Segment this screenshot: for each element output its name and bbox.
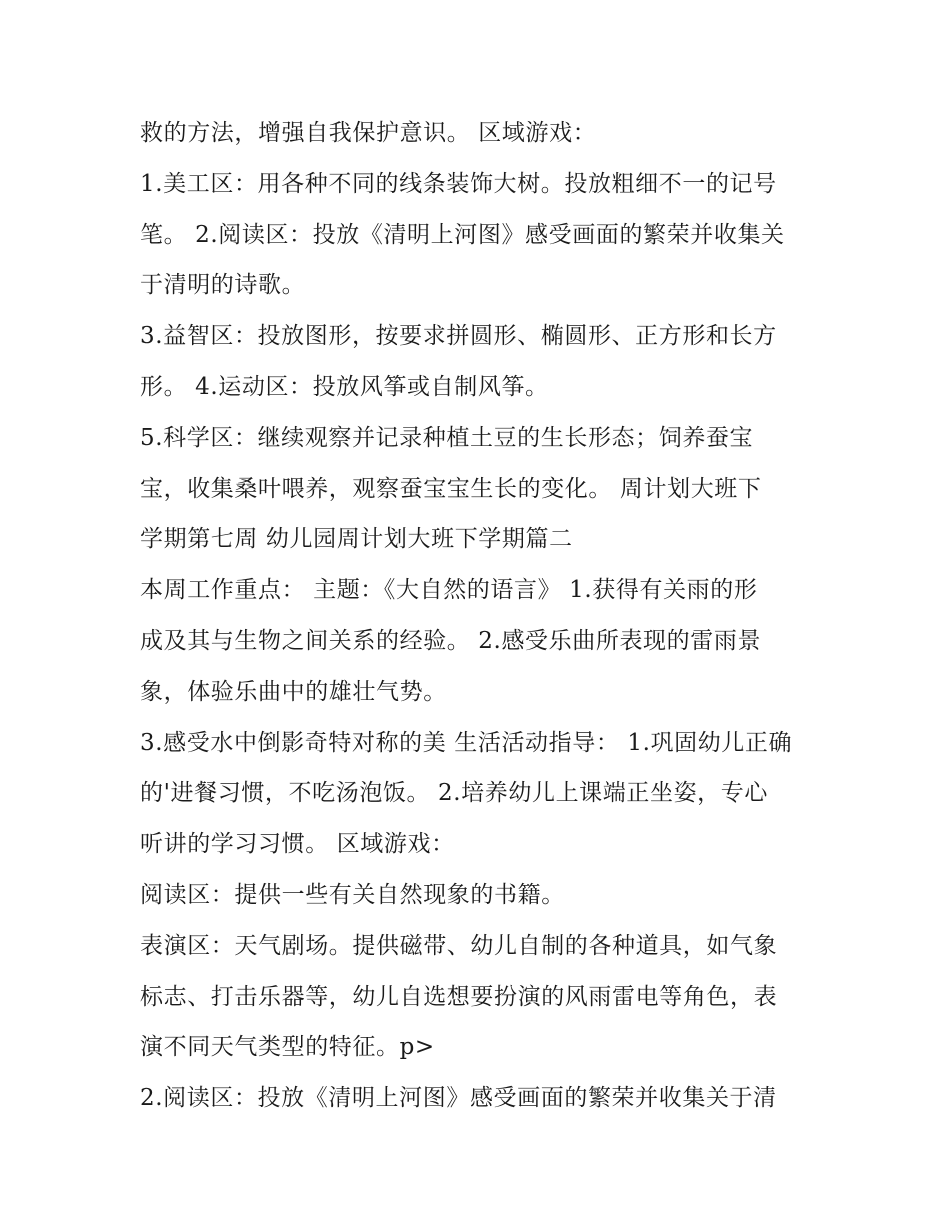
text-line: 形。 4.运动区：投放风筝或自制风筝。 bbox=[140, 373, 549, 400]
text-line: 的'进餐习惯，不吃汤泡饭。 2.培养幼儿上课端正坐姿，专心 bbox=[140, 780, 768, 807]
text-line: 演不同天气类型的特征。p> bbox=[140, 1034, 435, 1061]
text-line: 象，体验乐曲中的雄壮气势。 bbox=[140, 678, 447, 705]
text-line: 表演区：天气剧场。提供磁带、幼儿自制的各种道具，如气象 bbox=[140, 932, 778, 959]
text-line: 成及其与生物之间关系的经验。 2.感受乐曲所表现的雷雨景 bbox=[140, 627, 762, 654]
text-line: 阅读区：提供一些有关自然现象的书籍。 bbox=[140, 881, 565, 908]
text-line: 1.美工区：用各种不同的线条装饰大树。投放粗细不一的记号 bbox=[140, 170, 777, 197]
text-line: 2.阅读区：投放《清明上河图》感受画面的繁荣并收集关于清 bbox=[140, 1085, 777, 1112]
text-line: 宝，收集桑叶喂养，观察蚕宝宝生长的变化。 周计划大班下 bbox=[140, 475, 762, 502]
text-line: 救的方法，增强自我保护意识。 区域游戏： bbox=[140, 120, 597, 146]
document-body bbox=[140, 108, 820, 1124]
text-line: 5.科学区：继续观察并记录种植土豆的生长形态；饲养蚕宝 bbox=[140, 424, 754, 451]
text-line: 3.感受水中倒影奇特对称的美 生活活动指导： 1.巩固幼儿正确 bbox=[140, 729, 793, 756]
text-line: 笔。 2.阅读区：投放《清明上河图》感受画面的繁荣并收集关 bbox=[140, 221, 785, 248]
text-line: 于清明的诗歌。 bbox=[140, 272, 306, 299]
text-line: 听讲的学习习惯。 区域游戏： bbox=[140, 831, 455, 858]
text-line: 本周工作重点： 主题：《大自然的语言》 1.获得有关雨的形 bbox=[140, 577, 758, 604]
text-line: 学期第七周 幼儿园周计划大班下学期篇二 bbox=[140, 526, 573, 553]
text-line: 标志、打击乐器等，幼儿自选想要扮演的风雨雷电等角色，表 bbox=[140, 983, 778, 1010]
text-line: 3.益智区：投放图形，按要求拼圆形、椭圆形、正方形和长方 bbox=[140, 323, 777, 350]
